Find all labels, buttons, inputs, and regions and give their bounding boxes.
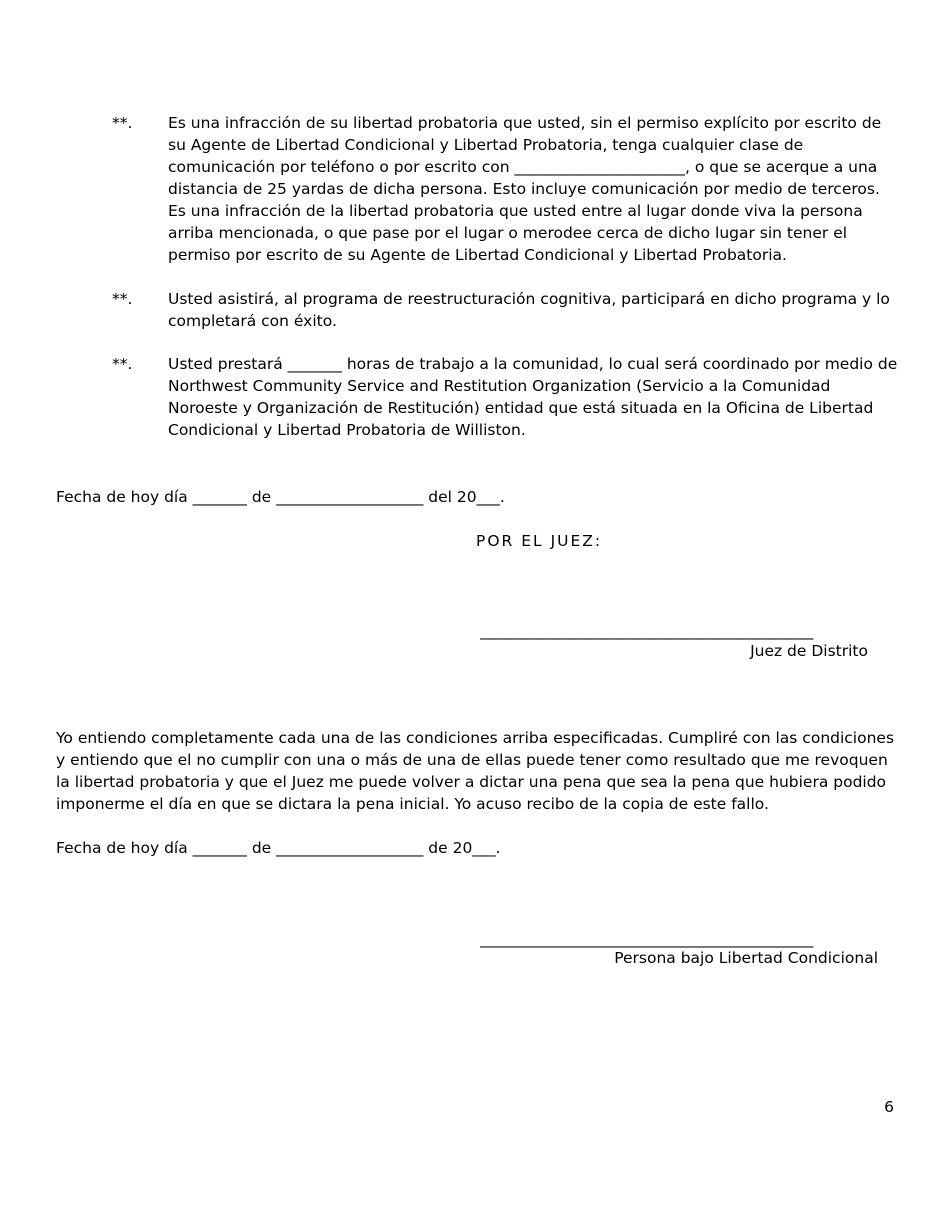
judge-heading: POR EL JUEZ: [476, 532, 603, 550]
condition-text: Usted asistirá, al programa de reestructuración cognitiva, participará en dicho programa y lo completará con éxito. [168, 290, 890, 330]
page-number: 6 [884, 1098, 894, 1116]
date-line-probationer: Fecha de hoy día _______ de ___________________ de 20___. [56, 839, 501, 857]
judge-signature-label: Juez de Distrito [750, 642, 868, 660]
probationer-signature-line: ___________________________________________ [480, 930, 814, 948]
acknowledgement-paragraph: Yo entiendo completamente cada una de las condiciones arriba especificadas. Cumpliré con las condiciones y entiendo que el no cumplir con una o más de una de ellas puede tener como resultado que me revoquen la libertad probatoria y que el Juez me puede volver a dictar una pena que sea la pena que hubiera podido imponerme el día en que se dictara la pena inicial. Yo acuso recibo de la copia de este fallo. [56, 729, 895, 813]
condition-text: Usted prestará _______ horas de trabajo a la comunidad, lo cual será coordinado por medio de Northwest Community Service and Restitution Organization (Servicio a la Comunidad Noroeste y Organización de Restitución) entidad que está situada en la Oficina de Libertad Condicional y Libertad Probatoria de Williston. [168, 355, 898, 439]
judge-signature-line: ___________________________________________ [480, 622, 814, 640]
condition-marker: **. [112, 290, 133, 308]
probationer-signature-label: Persona bajo Libertad Condicional [614, 949, 878, 967]
condition-marker: **. [112, 355, 133, 373]
date-line-judge: Fecha de hoy día _______ de ___________________ del 20___. [56, 488, 505, 506]
condition-marker: **. [112, 114, 133, 132]
condition-text: Es una infracción de su libertad probatoria que usted, sin el permiso explícito por escrito de su Agente de Libertad Condicional y Libertad Probatoria, tenga cualquier clase de comunicación por teléfono o por escrito con ______________________, o que se acerque a una distancia de 25 yardas de dicha persona. Esto incluye comunicación por medio de terceros. Es una infracción de la libertad probatoria que usted entre al lugar donde viva la persona arriba mencionada, o que pase por el lugar o merodee cerca de dicho lugar sin tener el permiso por escrito de su Agente de Libertad Condicional y Libertad Probatoria. [168, 114, 882, 264]
